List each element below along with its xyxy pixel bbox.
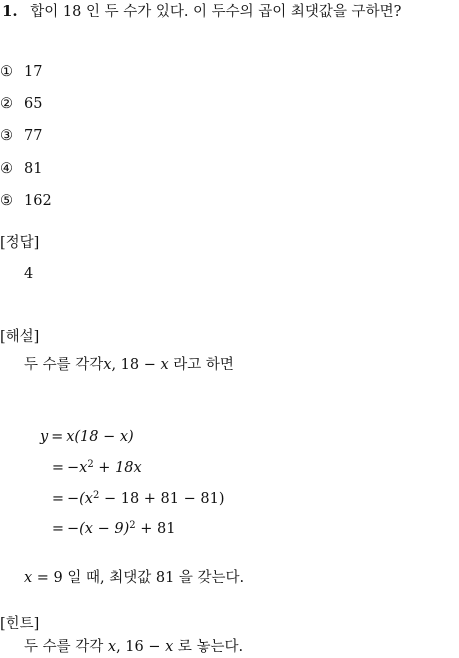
choice-4[interactable] — [0, 160, 42, 178]
choice-3-value: 77 — [24, 128, 43, 144]
equation-2-exponent: 2 — [87, 459, 94, 470]
equation-4-tail: + 81 — [135, 521, 176, 537]
equals-sign: = — [51, 491, 65, 507]
equation-2-tail: + 18x — [93, 460, 142, 476]
equation-3-exponent: 2 — [92, 490, 100, 501]
question-text: 합이 18 인 두 수가 있다. 이 두수의 곱이 최댓값을 구하면? — [30, 4, 402, 20]
question-number: 1. — [2, 2, 18, 20]
conclusion-text: = 9 일 때, 최댓값 81 을 갖는다. — [32, 570, 245, 586]
question-line — [2, 2, 401, 21]
equation-line-1 — [40, 428, 134, 446]
equals-sign: = — [51, 460, 65, 476]
hint-mid: , 16 − — [116, 639, 166, 655]
equals-sign: = — [51, 429, 64, 445]
choice-5-mark: ⑤ — [0, 193, 13, 209]
hint-text — [24, 638, 243, 656]
hint-var: x — [107, 639, 117, 655]
explanation-intro-mid: , 18 − — [111, 357, 161, 373]
choice-2[interactable] — [0, 95, 42, 113]
choice-1[interactable] — [0, 63, 42, 81]
explanation-intro — [24, 356, 234, 374]
hint-pre: 두 수를 각각 — [24, 639, 108, 655]
explanation-intro-var: x — [103, 357, 112, 373]
answer-value: 4 — [24, 266, 34, 282]
explanation-intro-pre: 두 수를 각각 — [24, 357, 104, 373]
choice-3[interactable] — [0, 127, 42, 145]
hint-post: 로 놓는다. — [173, 639, 244, 655]
explanation-intro-post: 라고 하면 — [168, 357, 234, 373]
equals-sign: = — [51, 521, 65, 537]
equation-1-rhs: x(18 − x) — [66, 429, 134, 445]
equation-line-4 — [49, 520, 175, 538]
equation-lhs: y — [40, 429, 49, 445]
choice-1-mark: ① — [0, 64, 13, 80]
choice-5[interactable] — [0, 192, 52, 210]
choice-4-value: 81 — [24, 161, 43, 177]
explanation-label: [해설] — [0, 329, 40, 345]
hint-var2: x — [165, 639, 174, 655]
answer-label: [정답] — [0, 235, 40, 251]
choice-4-mark: ④ — [0, 161, 13, 177]
equation-line-3 — [49, 490, 224, 508]
hint-label: [힌트] — [0, 616, 40, 632]
equation-3-tail: − 18 + 81 − 81) — [99, 491, 225, 507]
choice-3-mark: ③ — [0, 128, 13, 144]
equation-line-2 — [49, 459, 142, 477]
equation-2-rhs: −x — [67, 460, 88, 476]
equation-3-rhs: −(x — [67, 491, 93, 507]
choice-1-value: 17 — [24, 64, 43, 80]
explanation-conclusion — [24, 569, 244, 587]
explanation-intro-var2: x — [160, 357, 169, 373]
conclusion-var: x — [24, 570, 33, 586]
choice-2-value: 65 — [24, 96, 43, 112]
choice-2-mark: ② — [0, 96, 13, 112]
choice-5-value: 162 — [24, 193, 52, 209]
equation-4-rhs: −(x − 9) — [67, 521, 130, 537]
equation-4-exponent: 2 — [129, 520, 136, 531]
